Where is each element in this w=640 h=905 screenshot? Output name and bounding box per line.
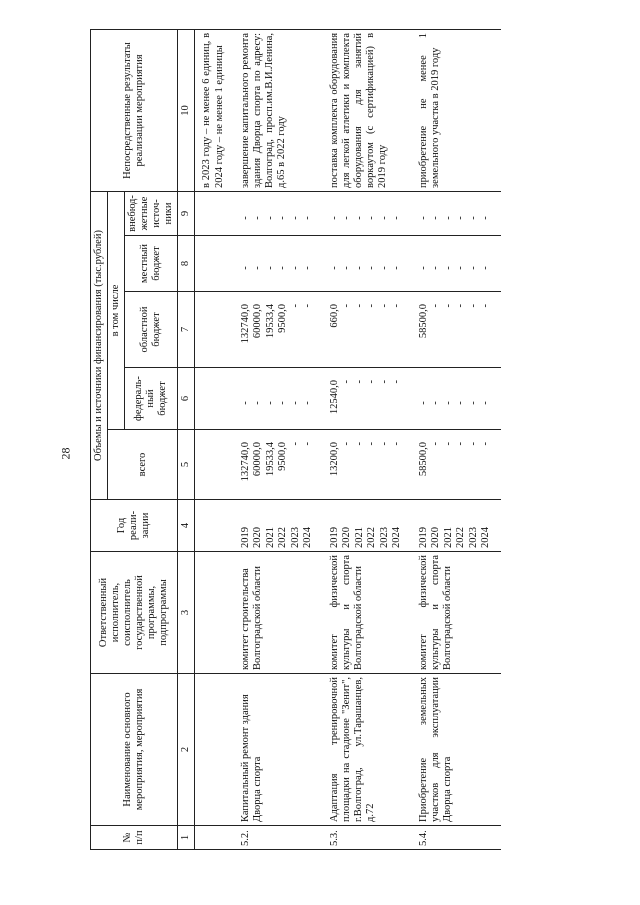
row-name: Капитальный ремонт здания Дворца спорта [234, 674, 323, 826]
row-number: 5.2. [234, 826, 323, 850]
header-num: № п/п [91, 826, 178, 850]
col-number: 6 [178, 368, 195, 430]
header-results: Непосредственные результаты реализации мероприятия [91, 29, 178, 191]
row-executor: комитет физической культуры и спорта Волгоградской области [412, 552, 501, 674]
row-executor: комитет строительства Волгоградской области [234, 552, 323, 674]
header-regional: областной бюджет [125, 292, 178, 368]
header-funding: Объемы и источники финансирования (тыс.рублей) [91, 191, 108, 499]
row-name: Адаптация тренировочной площадки на стадионе "Зенит", г.Волгоград, ул.Тарашанцев, д.72 [323, 674, 412, 826]
row-local: - - - - - - [323, 236, 412, 292]
col-number: 5 [178, 430, 195, 500]
continuation-result: в 2023 году – не менее 6 единиц, в 2024 году – не менее 1 единицы [195, 29, 234, 191]
row-name: Приобретение земельных участков для эксплуатации Дворца спорта [412, 674, 501, 826]
header-extra: внебюд-жетные источ-ники [125, 191, 178, 235]
row-federal: - - - - - - [234, 368, 323, 430]
row-number: 5.3. [323, 826, 412, 850]
row-extra: - - - - - - [234, 191, 323, 235]
header-local: местный бюджет [125, 236, 178, 292]
header-federal: федераль-ный бюджет [125, 368, 178, 430]
header-executor: Ответственный исполнитель, соисполнитель государственной программы, подпрограммы [91, 552, 178, 674]
row-extra: - - - - - - [412, 191, 501, 235]
rotated-table-container [90, 30, 560, 850]
row-total: 132740,0 60000,0 19533,4 9500,0 - - [234, 430, 323, 500]
row-result: приобретение не менее 1 земельного участка в 2019 году [412, 29, 501, 191]
row-total: 58500,0 - - - - - [412, 430, 501, 500]
page-number: 28 [58, 447, 73, 460]
header-row-1 [91, 29, 108, 849]
row-result: поставка комплекта оборудования для легкой атлетики и комплекта оборудования для занятий воркаутом (с сертификацией) в 2019 году [323, 29, 412, 191]
row-federal: - - - - - - [412, 368, 501, 430]
table-row [412, 29, 501, 849]
row-federal: 12540,0 - - - - - [323, 368, 412, 430]
row-regional: 660,0 - - - - - [323, 292, 412, 368]
row-regional: 58500,0 - - - - - [412, 292, 501, 368]
column-number-row [178, 29, 195, 849]
table-row [323, 29, 412, 849]
header-name: Наименование основного мероприятия, мероприятия [91, 674, 178, 826]
col-number: 10 [178, 29, 195, 191]
row-local: - - - - - - [412, 236, 501, 292]
col-number: 8 [178, 236, 195, 292]
col-number: 7 [178, 292, 195, 368]
row-result: завершение капитального ремонта здания Дворца спорта по адресу: Волгоград, просп.им.В.И.Ленина, д.65 в 2022 году [234, 29, 323, 191]
col-number: 4 [178, 500, 195, 552]
header-total: всего [108, 430, 178, 500]
header-including: в том числе [108, 191, 125, 429]
row-executor: комитет физической культуры и спорта Волгоградской области [323, 552, 412, 674]
col-number: 2 [178, 674, 195, 826]
col-number: 9 [178, 191, 195, 235]
program-table [90, 29, 501, 850]
table-row [234, 29, 323, 849]
row-total: 13200,0 - - - - - [323, 430, 412, 500]
continuation-row [195, 29, 234, 849]
row-years: 2019 2020 2021 2022 2023 2024 [412, 500, 501, 552]
row-number: 5.4. [412, 826, 501, 850]
col-number: 3 [178, 552, 195, 674]
col-number: 1 [178, 826, 195, 850]
row-local: - - - - - - [234, 236, 323, 292]
row-years: 2019 2020 2021 2022 2023 2024 [234, 500, 323, 552]
header-year: Год реали-зации [91, 500, 178, 552]
row-extra: - - - - - - [323, 191, 412, 235]
row-regional: 132740,0 60000,0 19533,4 9500,0 - - [234, 292, 323, 368]
row-years: 2019 2020 2021 2022 2023 2024 [323, 500, 412, 552]
